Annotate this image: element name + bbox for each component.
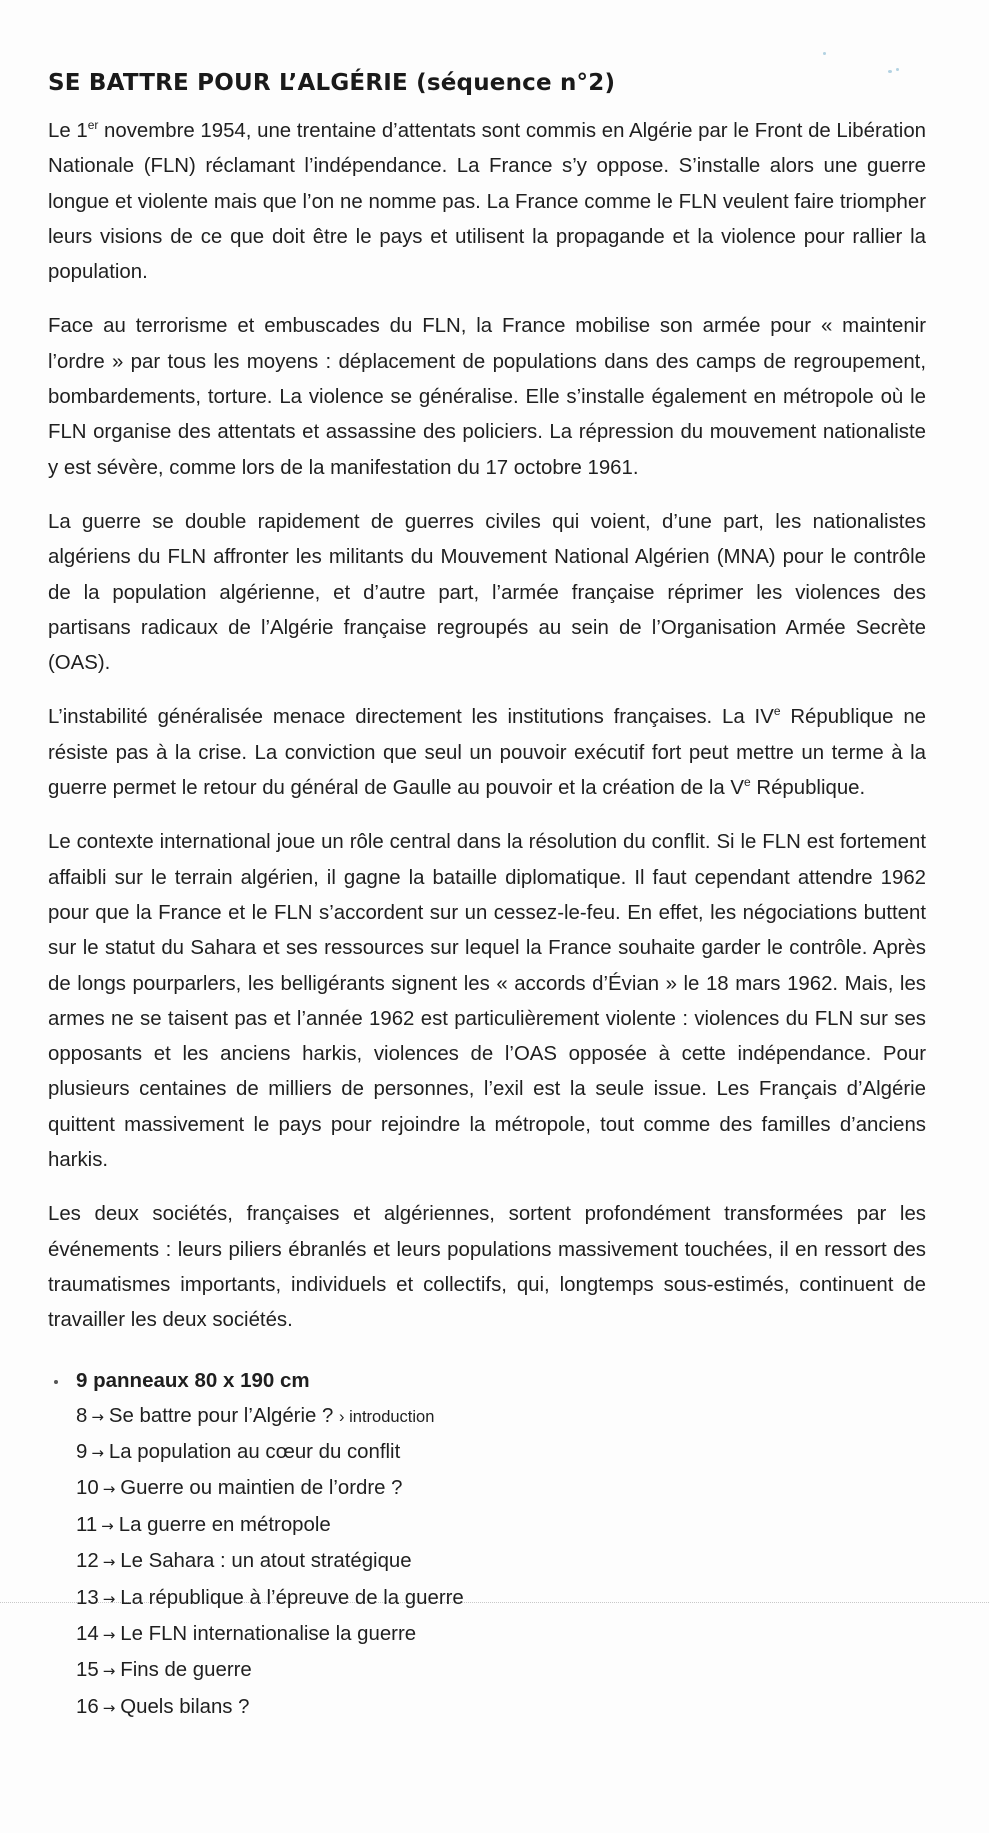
- arrow-right-icon: →: [102, 1625, 116, 1644]
- panel-number: 12: [76, 1550, 99, 1573]
- panel-number: 13: [76, 1586, 99, 1609]
- paragraph-1: [48, 114, 926, 290]
- panel-item: [76, 1508, 926, 1544]
- arrow-right-icon: →: [102, 1553, 116, 1572]
- panel-item: [76, 1653, 926, 1689]
- ordinal-superscript: e: [773, 704, 781, 719]
- title-suffix: (séquence n°2): [416, 70, 616, 96]
- panel-item: [76, 1690, 926, 1726]
- arrow-right-icon: →: [91, 1407, 104, 1426]
- arrow-right-icon: →: [91, 1443, 104, 1462]
- panel-number: 16: [76, 1695, 99, 1718]
- panel-number: 8: [76, 1404, 88, 1427]
- panel-label: Fins de guerre: [120, 1659, 252, 1682]
- paragraph-6: Les deux sociétés, françaises et algériennes, sortent profondément transformées par les événements : leurs piliers ébranlés et leurs populations massivement touchées, il en ressort des traumatismes importants, individuels et collectifs, qui, longtemps sous-estimés, continuent de travailler les deux sociétés.: [48, 1203, 926, 1332]
- paragraph-1-start: Le 1: [48, 120, 88, 142]
- title-main: SE BATTRE POUR L’ALGÉRIE: [48, 70, 408, 96]
- panel-item: [76, 1471, 926, 1507]
- article: [48, 70, 926, 1726]
- panel-note: › introduction: [339, 1407, 435, 1426]
- panel-label: La population au cœur du conflit: [108, 1440, 401, 1463]
- arrow-right-icon: →: [102, 1662, 116, 1681]
- panel-item: [76, 1581, 926, 1617]
- panel-label: Se battre pour l’Algérie ?: [108, 1404, 334, 1427]
- panel-item: [76, 1617, 926, 1653]
- paragraph-2: Face au terrorisme et embuscades du FLN, la France mobilise son armée pour « maintenir l’ordre » par tous les moyens : déplacement de populations dans des camps de regroupement, bombardements, torture. La violence se généralise. Elle s’installe également en métropole où le FLN organise des attentats et assassine des policiers. La répression du mouvement nationaliste y est sévère, comme lors de la manifestation du 17 octobre 1961.: [48, 315, 926, 479]
- paragraph-1-rest: novembre 1954, une trentaine d’attentats sont commis en Algérie par le Front de Libération Nationale (FLN) réclamant l’indépendance. La France s’y oppose. S’installe alors une guerre longue et violente mais que l’on ne nomme pas. La France comme le FLN veulent faire triompher leurs visions de ce que doit être le pays et utilisent la propagande et la violence pour rallier la population.: [48, 120, 926, 284]
- panel-label: Le Sahara : un atout stratégique: [120, 1550, 412, 1573]
- paragraph-4: [48, 700, 926, 806]
- paragraph-5: Le contexte international joue un rôle central dans la résolution du conflit. Si le FLN est fortement affaibli sur le terrain algérien, il gagne la bataille diplomatique. Il faut cependant attendre 1962 pour que la France et le FLN s’accordent sur un cessez-le-feu. En effet, les négociations buttent sur le statut du Sahara et ses ressources sur lequel la France souhaite garder le contrôle. Après de longs pourparlers, les belligérants signent les « accords d’Évian » le 18 mars 1962. Mais, les armes ne se taisent pas et l’année 1962 est particulièrement violente : violences du FLN sur ses opposants et les anciens harkis, violences de l’OAS opposée à cette indépendance. Pour plusieurs centaines de milliers de personnes, l’exil est la seule issue. Les Français d’Algérie quittent massivement le pays pour rejoindre la métropole, tout comme des familles d’anciens harkis.: [48, 831, 926, 1172]
- panel-label: Le FLN internationalise la guerre: [120, 1622, 417, 1645]
- arrow-right-icon: →: [102, 1480, 116, 1499]
- paragraph-4-middle: République ne résiste pas à la crise. La conviction que seul un pouvoir exécutif fort peut mettre un terme à la guerre permet le retour du général de Gaulle au pouvoir et la création de la V: [48, 706, 926, 800]
- panel-number: 9: [76, 1440, 88, 1463]
- ordinal-superscript: er: [87, 118, 99, 132]
- panel-list: [76, 1399, 926, 1727]
- panel-item: [76, 1544, 926, 1580]
- panel-item: [76, 1435, 926, 1471]
- panel-number: 10: [76, 1477, 99, 1500]
- panel-item: [76, 1399, 926, 1435]
- bullet-icon: [54, 1380, 58, 1384]
- paragraph-4-end: République.: [750, 777, 866, 800]
- paragraph-4-start: L’instabilité généralisée menace directement les institutions françaises. La IV: [48, 706, 774, 729]
- arrow-right-icon: →: [102, 1698, 116, 1717]
- ordinal-superscript: e: [743, 775, 751, 790]
- panel-number: 11: [76, 1513, 98, 1536]
- panels-section: [48, 1363, 926, 1727]
- panel-number: 14: [76, 1622, 99, 1645]
- panel-label: La guerre en métropole: [118, 1513, 331, 1536]
- paragraph-3: La guerre se double rapidement de guerres civiles qui voient, d’une part, les nationalistes algériens du FLN affronter les militants du Mouvement National Algérien (MNA) pour le contrôle de la population algérienne, et d’autre part, l’armée française réprimer les violences des partisans radicaux de l’Algérie française regroupés au sein de l’Organisation Armée Secrète (OAS).: [48, 510, 926, 675]
- panels-heading: 9 panneaux 80 x 190 cm: [76, 1368, 310, 1392]
- arrow-right-icon: →: [101, 1516, 114, 1535]
- panel-label: Guerre ou maintien de l’ordre ?: [120, 1477, 403, 1500]
- panel-label: Quels bilans ?: [120, 1695, 250, 1718]
- scan-speck: [823, 52, 826, 55]
- panel-number: 15: [76, 1659, 99, 1682]
- page-title: [48, 70, 926, 96]
- arrow-right-icon: →: [102, 1589, 116, 1608]
- panel-label: La république à l’épreuve de la guerre: [120, 1586, 464, 1609]
